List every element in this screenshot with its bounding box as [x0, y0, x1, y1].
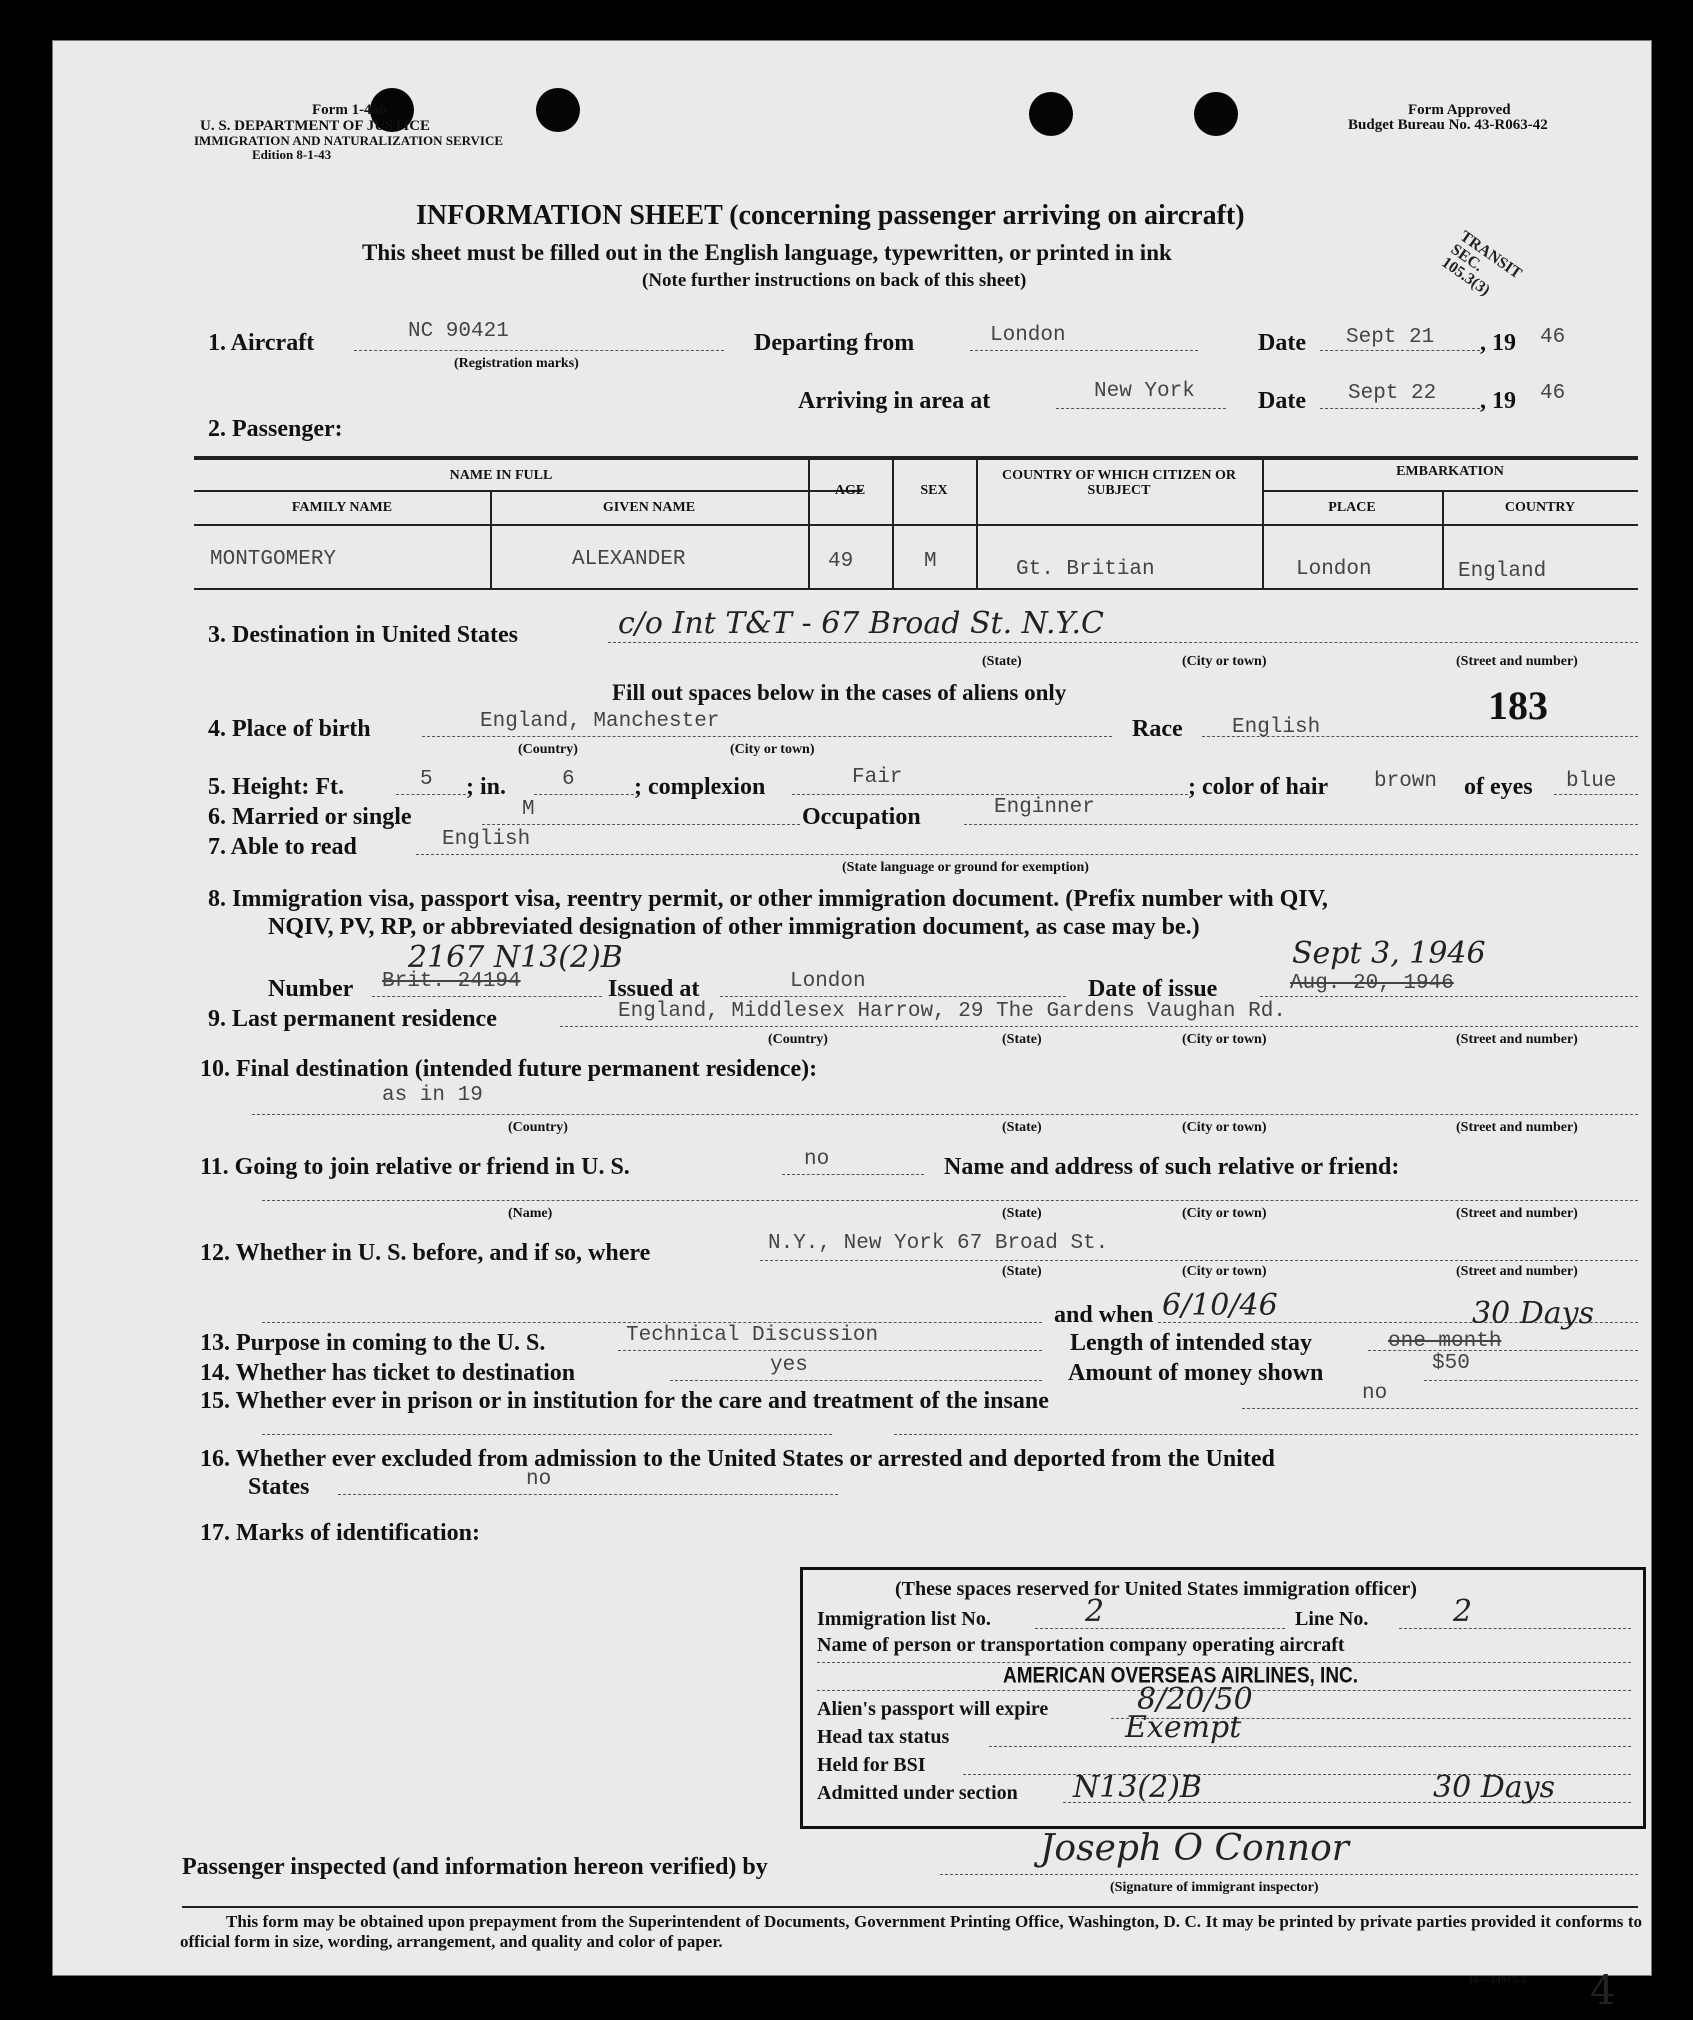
before-line [760, 1260, 1638, 1261]
relative-line [262, 1200, 1638, 1201]
city-caption: (City or town) [1182, 1120, 1267, 1135]
excluded-line [338, 1494, 838, 1495]
signature-line [940, 1874, 1638, 1875]
country-cell: England [1458, 560, 1547, 583]
expire-value: 8/20/50 [1137, 1682, 1253, 1717]
visa-handwritten: 2167 N13(2)B [408, 940, 623, 975]
city-caption: (City or town) [1182, 1264, 1267, 1279]
departing-value: London [990, 324, 1066, 347]
complexion-label: ; complexion [634, 774, 766, 800]
eyes-label: of eyes [1464, 774, 1533, 800]
arrival-date-value: Sept 22 [1348, 382, 1437, 405]
join-line [782, 1174, 924, 1175]
expire-label: Alien's passport will expire [817, 1698, 1049, 1720]
prison-value: no [1362, 1382, 1388, 1405]
ticket-label: 14. Whether has ticket to destination [200, 1360, 576, 1386]
residence-label: 9. Last permanent residence [208, 1006, 497, 1032]
issued-value: London [790, 970, 866, 993]
race-value: English [1232, 716, 1321, 739]
departing-line [970, 350, 1198, 351]
date-issue-label: Date of issue [1088, 976, 1218, 1002]
country-caption: (Country) [508, 1120, 568, 1135]
stay-label: Length of intended stay [1070, 1330, 1313, 1356]
punch-hole [1194, 92, 1238, 136]
aircraft-label: 1. Aircraft [208, 330, 315, 356]
destination-value: c/o Int T&T - 67 Broad St. N.Y.C [618, 606, 1104, 641]
excluded-value: no [526, 1468, 552, 1491]
departing-label: Departing from [754, 330, 915, 356]
when-label: and when [1054, 1302, 1154, 1328]
visa-date-handwritten: Sept 3, 1946 [1292, 936, 1486, 971]
company-label: Name of person or transportation company operating aircraft [817, 1634, 1345, 1656]
sex-cell: M [924, 550, 937, 573]
arriving-line [1056, 408, 1226, 409]
arrival-date-label: Date [1258, 388, 1306, 414]
page-number: 183 [1488, 683, 1548, 728]
purpose-label: 13. Purpose in coming to the U. S. [200, 1330, 546, 1356]
aircraft-value: NC 90421 [408, 320, 509, 343]
form-title: INFORMATION SHEET (concerning passenger arriving on aircraft) [416, 200, 1245, 231]
signature-caption: (Signature of immigrant inspector) [1110, 1880, 1319, 1895]
birth-label: 4. Place of birth [208, 716, 371, 742]
street-caption: (Street and number) [1456, 1206, 1578, 1221]
page-mark: 4 [1590, 1968, 1616, 2014]
occupation-label: Occupation [802, 804, 921, 830]
arriving-value: New York [1094, 380, 1195, 403]
issued-label: Issued at [608, 976, 700, 1002]
join-label: 11. Going to join relative or friend in U. S. [200, 1154, 630, 1180]
family-name-cell: MONTGOMERY [210, 548, 337, 571]
stay-handwritten: 30 Days [1472, 1296, 1594, 1331]
occupation-value: Enginner [994, 796, 1095, 819]
city-caption: (City or town) [1182, 1032, 1267, 1047]
state-caption: (State) [1002, 1032, 1042, 1047]
city-caption: (City or town) [1182, 1206, 1267, 1221]
service: IMMIGRATION AND NATURALIZATION SERVICE [194, 133, 504, 148]
money-line [1424, 1380, 1638, 1381]
read-value: English [442, 828, 531, 851]
reserved-title: (These spaces reserved for United States immigration officer) [895, 1578, 1417, 1600]
family-name-header: FAMILY NAME [291, 500, 393, 515]
date-issue-line [1260, 996, 1638, 997]
residence-value: England, Middlesex Harrow, 29 The Gardens Vaughan Rd. [618, 1000, 1286, 1023]
list-value: 2 [1085, 1594, 1105, 1629]
list-line [1035, 1628, 1285, 1629]
state-caption: (State) [982, 654, 1022, 669]
arriving-label: Arriving in area at [798, 388, 991, 414]
departure-year: 46 [1540, 326, 1566, 349]
date-issue-value: Aug. 20, 1946 [1290, 972, 1454, 995]
tax-line [989, 1746, 1631, 1747]
eyes-value: blue [1566, 770, 1617, 793]
birth-value: England, Manchester [480, 710, 720, 733]
country-caption: (Country) [768, 1032, 828, 1047]
prison-label: 15. Whether ever in prison or in institution for the care and treatment of the insane [200, 1388, 1049, 1414]
line-label: Line No. [1295, 1608, 1369, 1630]
inspector-signature: Joseph O Connor [1040, 1828, 1349, 1869]
street-caption: (Street and number) [1456, 1032, 1578, 1047]
money-value: $50 [1432, 1352, 1470, 1375]
read-label: 7. Able to read [208, 834, 357, 860]
year-prefix: , 19 [1480, 330, 1516, 356]
departure-date-value: Sept 21 [1346, 326, 1435, 349]
final-value: as in 19 [382, 1084, 483, 1107]
number-label: Number [268, 976, 354, 1002]
department: U. S. DEPARTMENT OF JUSTICE [200, 118, 431, 134]
read-line [416, 854, 1638, 855]
purpose-line [618, 1350, 1042, 1351]
street-caption: (Street and number) [1456, 654, 1578, 669]
list-label: Immigration list No. [817, 1608, 991, 1630]
tax-label: Head tax status [817, 1726, 950, 1748]
complexion-value: Fair [852, 766, 903, 789]
purpose-value: Technical Discussion [626, 1324, 879, 1347]
punch-hole [536, 88, 580, 132]
line-no-line [1399, 1628, 1631, 1629]
race-label: Race [1132, 716, 1183, 742]
arrival-year: 46 [1540, 382, 1566, 405]
citizenship-header: COUNTRY OF WHICH CITIZEN OR SUBJECT [1002, 468, 1236, 498]
aliens-note: Fill out spaces below in the cases of aliens only [612, 680, 1067, 705]
state-caption: (State) [1002, 1206, 1042, 1221]
read-caption: (State language or ground for exemption) [842, 860, 1089, 875]
height-label: 5. Height: Ft. [208, 774, 344, 800]
prison-line-3 [894, 1434, 1638, 1435]
state-caption: (State) [1002, 1120, 1042, 1135]
bsi-label: Held for BSI [817, 1754, 926, 1776]
before-value: N.Y., New York 67 Broad St. [768, 1232, 1109, 1255]
given-name-cell: ALEXANDER [572, 548, 686, 571]
prison-line-2 [262, 1434, 832, 1435]
occupation-line [964, 824, 1638, 825]
eyes-line [1554, 794, 1638, 795]
complexion-line [792, 794, 1188, 795]
form-number: Form 1-466 [312, 102, 387, 118]
company-value: AMERICAN OVERSEAS AIRLINES, INC. [1003, 1664, 1359, 1689]
number-line [372, 996, 602, 997]
excluded-label-line2: States [248, 1474, 310, 1500]
inspected-label: Passenger inspected (and information hereon verified) by [182, 1854, 768, 1880]
departure-date-label: Date [1258, 330, 1306, 356]
age-header: AGE [834, 483, 866, 498]
issued-line [720, 996, 1066, 997]
form-sheet [52, 40, 1652, 2014]
punch-hole [1029, 92, 1073, 136]
arrival-year-prefix: , 19 [1480, 388, 1516, 414]
place-header: PLACE [1328, 500, 1376, 515]
name-in-full-header: NAME IN FULL [449, 468, 553, 483]
height-in-value: 6 [562, 768, 575, 791]
section-value: N13(2)B [1073, 1770, 1202, 1805]
excluded-label-line1: 16. Whether ever excluded from admission to the United States or arrested and deported from the United [200, 1446, 1275, 1472]
print-code: 16—24915-2 [1468, 1974, 1527, 1986]
when-value: 6/10/46 [1162, 1288, 1278, 1323]
street-caption: (Street and number) [1456, 1264, 1578, 1279]
married-value: M [522, 798, 535, 821]
arrival-date-line [1320, 408, 1480, 409]
transit-stamp: TRANSIT SEC. 105.3(3) [1438, 227, 1525, 300]
budget-number: Budget Bureau No. 43-R063-42 [1348, 117, 1548, 133]
money-label: Amount of money shown [1068, 1360, 1324, 1386]
name-caption: (Name) [508, 1206, 553, 1221]
footer-note: This form may be obtained upon prepayment from the Superintendent of Documents, Government Printing Office, Washington, D. C. It may be printed by private parties provided it conforms to official form in size, wording, arrangement, and quality and color of paper. [180, 1912, 1642, 1951]
join-value: no [804, 1148, 830, 1171]
form-subtitle: This sheet must be filled out in the English language, typewritten, or printed in ink [362, 240, 1172, 265]
form-approved: Form Approved [1408, 102, 1511, 118]
stay-value: one month [1388, 1330, 1502, 1353]
hair-label: ; color of hair [1188, 774, 1329, 800]
hair-value: brown [1374, 770, 1438, 793]
final-label: 10. Final destination (intended future permanent residence): [200, 1056, 818, 1082]
number-value: Brit. 24194 [382, 970, 521, 993]
ticket-line [670, 1380, 1042, 1381]
place-cell: London [1296, 558, 1372, 581]
country-header: COUNTRY [1504, 500, 1576, 515]
city-caption: (City or town) [730, 742, 815, 757]
final-line [252, 1114, 1638, 1115]
embarkation-header: EMBARKATION [1396, 464, 1504, 479]
ticket-value: yes [770, 1354, 808, 1377]
height-ft-value: 5 [420, 768, 433, 791]
prison-line [1242, 1408, 1638, 1409]
visa-label-line1: 8. Immigration visa, passport visa, reentry permit, or other immigration document. (Prefix number with QIV, [208, 886, 1328, 912]
tax-value: Exempt [1125, 1710, 1242, 1745]
edition: Edition 8-1-43 [252, 147, 332, 162]
married-label: 6. Married or single [208, 804, 412, 830]
inches-label: ; in. [466, 774, 507, 800]
company-line-1 [817, 1662, 1631, 1663]
destination-label: 3. Destination in United States [208, 622, 519, 648]
passenger-label: 2. Passenger: [208, 416, 343, 442]
age-cell: 49 [828, 550, 854, 573]
given-name-header: GIVEN NAME [602, 500, 696, 515]
registration-caption: (Registration marks) [454, 356, 579, 371]
form-note: (Note further instructions on back of this sheet) [642, 270, 1027, 291]
section-label: Admitted under section [817, 1782, 1018, 1804]
country-caption: (Country) [518, 742, 578, 757]
birth-line [422, 736, 1112, 737]
destination-line [608, 642, 1638, 643]
sex-header: SEX [920, 483, 948, 498]
officer-reserved-box [800, 1567, 1646, 1829]
section-days: 30 Days [1433, 1770, 1555, 1805]
departure-date-line [1320, 350, 1480, 351]
married-line [482, 824, 800, 825]
height-ft-line [396, 794, 466, 795]
visa-label-line2: NQIV, PV, RP, or abbreviated designation of other immigration document, as case may be.) [268, 914, 1200, 940]
before-label: 12. Whether in U. S. before, and if so, where [200, 1240, 651, 1266]
state-caption: (State) [1002, 1264, 1042, 1279]
citizenship-cell: Gt. Britian [1016, 558, 1155, 581]
line-value: 2 [1453, 1594, 1473, 1629]
city-caption: (City or town) [1182, 654, 1267, 669]
relative-label: Name and address of such relative or friend: [944, 1154, 1400, 1180]
marks-label: 17. Marks of identification: [200, 1520, 480, 1546]
street-caption: (Street and number) [1456, 1120, 1578, 1135]
before-line-2 [262, 1322, 1042, 1323]
height-in-line [534, 794, 634, 795]
residence-line [560, 1026, 1638, 1027]
aircraft-line [354, 350, 724, 351]
